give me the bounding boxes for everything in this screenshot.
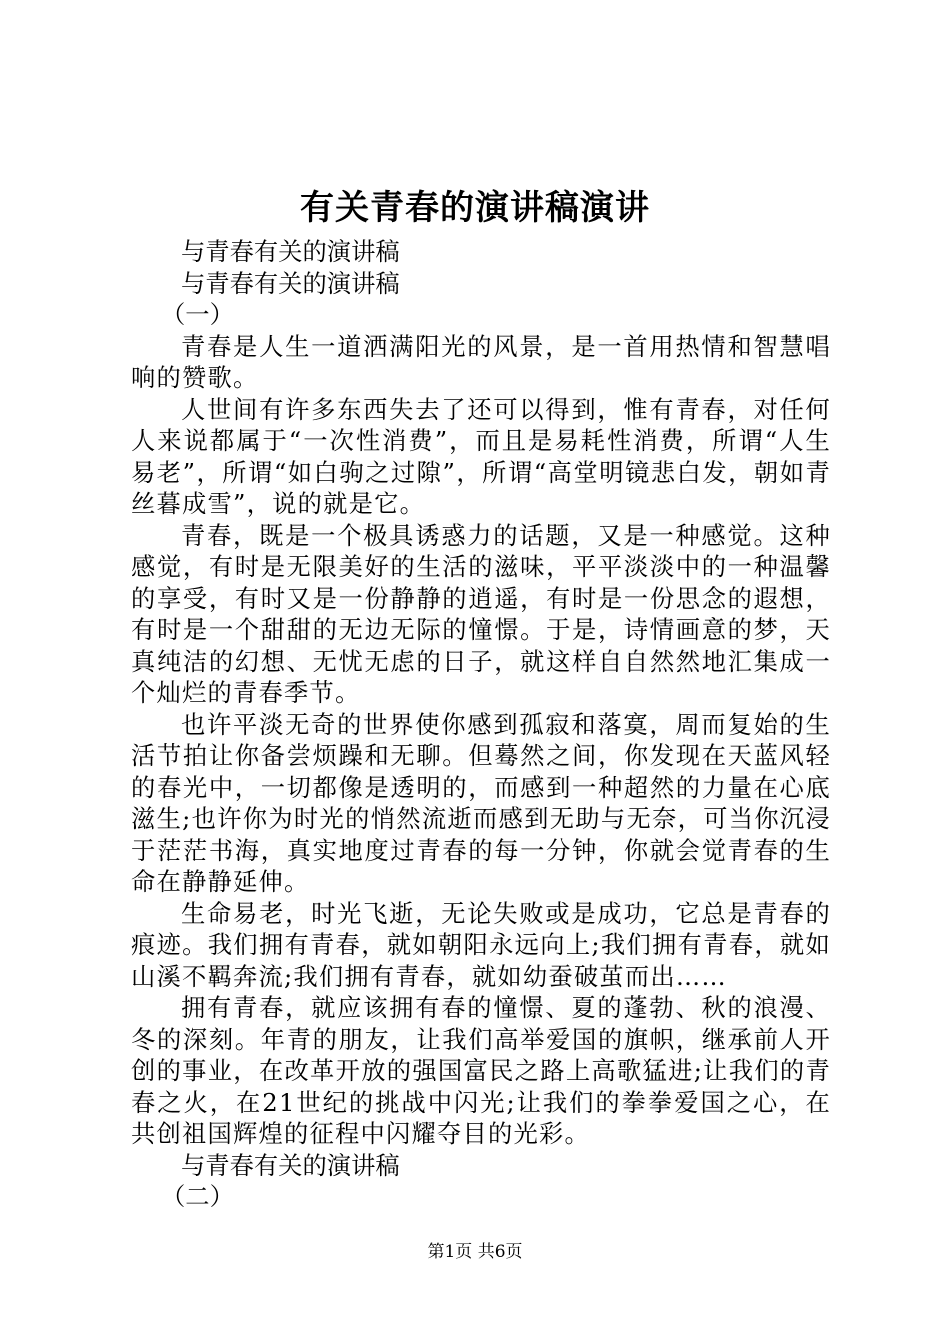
paragraph: 拥有青春，就应该拥有春的憧憬、夏的蓬勃、秋的浪漫、冬的深刻。年青的朋友，让我们高举爱国的旗帜，继承前人开创的事业，在改革开放的强国富民之路上高歌猛进;让我们的青春之火，在21世纪的挑战中闪光;让我们的拳拳爱国之心，在共创祖国辉煌的征程中闪耀夺目的光彩。 (131, 993, 831, 1148)
page-footer: 第1页 共6页 (427, 1242, 523, 1262)
document-body (131, 236, 831, 1213)
document-title: 有关青春的演讲稿演讲 (300, 188, 650, 228)
paragraph: 青春是人生一道洒满阳光的风景，是一首用热情和智慧唱响的赞歌。 (131, 331, 831, 392)
paragraph: 也许平淡无奇的世界使你感到孤寂和落寞，周而复始的生活节拍让你备尝烦躁和无聊。但蓦然之间，你发现在天蓝风轻的春光中，一切都像是透明的，而感到一种超然的力量在心底滋生;也许你为时光的悄然流逝而感到无助与无奈，可当你沉浸于茫茫书海，真实地度过青春的每一分钟，你就会觉青春的生命在静静延伸。 (131, 709, 831, 896)
paragraph: 生命易老，时光飞逝，无论失败或是成功，它总是青春的痕迹。我们拥有青春，就如朝阳永远向上;我们拥有青春，就如山溪不羁奔流;我们拥有青春，就如幼蚕破茧而出…… (131, 898, 831, 991)
paragraph: 人世间有许多东西失去了还可以得到，惟有青春，对任何人来说都属于“一次性消费”，而且是易耗性消费，所谓“人生易老”，所谓“如白驹之过隙”，所谓“高堂明镜悲白发，朝如青丝暮成雪”，说的就是它。 (131, 394, 831, 518)
subheading: 与青春有关的演讲稿 (181, 1150, 400, 1180)
subheading: 与青春有关的演讲稿 (181, 268, 400, 298)
section-number: （二） (161, 1182, 234, 1211)
subheading: 与青春有关的演讲稿 (181, 237, 400, 266)
section-number: （一） (161, 300, 234, 329)
paragraph: 青春，既是一个极具诱惑力的话题，又是一种感觉。这种感觉，有时是无限美好的生活的滋味，平平淡淡中的一种温馨的享受，有时又是一份静静的逍遥，有时是一份思念的遐想，有时是一个甜甜的无边无际的憧憬。于是，诗情画意的梦，天真纯洁的幻想、无忧无虑的日子，就这样自自然然地汇集成一个灿烂的青春季节。 (131, 520, 831, 707)
